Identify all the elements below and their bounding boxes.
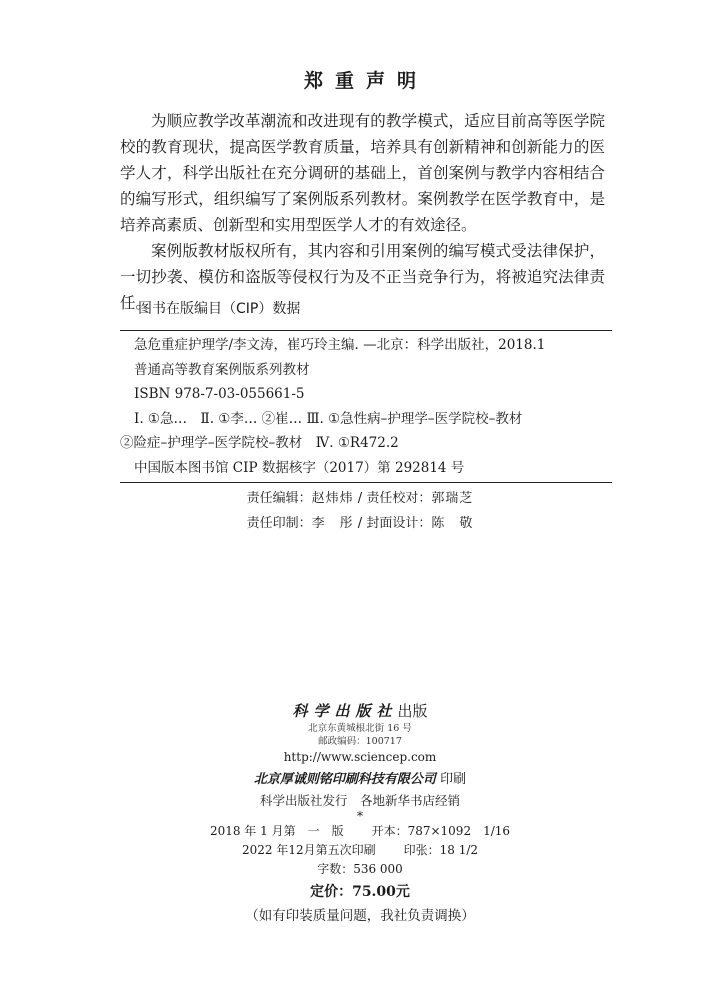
format: 开本：787×1092 1/16 — [371, 824, 511, 838]
cip-record — [120, 333, 620, 480]
distribution-line: 科学出版社发行 各地新华书店经销 — [259, 793, 460, 808]
edition-line — [0, 822, 720, 841]
word-count: 字数：536 000 — [317, 862, 403, 876]
print-label: 责任印制： — [246, 516, 312, 531]
separator: / — [353, 491, 367, 506]
staff-credits — [0, 486, 720, 536]
proof-label: 责任校对： — [366, 491, 432, 506]
cip-subject-line: ②险症–护理学–医学院校–教材 Ⅳ. ①R472.2 — [120, 435, 399, 451]
publisher-postcode: 邮政编码：100717 — [318, 736, 402, 747]
publisher-address: 北京东黄城根北街 16 号 — [308, 723, 412, 734]
separator: / — [353, 516, 367, 531]
printing: 2022 年12月第五次印刷 — [241, 843, 376, 857]
publisher-url: http://www.sciencep.com — [283, 750, 437, 764]
statement-title: 郑重声明 — [303, 70, 428, 92]
publisher-name: 科学出版社 — [292, 702, 398, 720]
cip-number-line: 中国版本图书馆 CIP 数据核字（2017）第 292814 号 — [134, 459, 465, 476]
cip-top-rule — [120, 330, 612, 331]
cip-subject-line: Ⅰ. ①急… Ⅱ. ①李… ②崔… Ⅲ. ①急性病–护理学–医学院校–教材 — [134, 410, 523, 427]
publisher-line — [0, 700, 720, 722]
cip-heading: 图书在版编目（CIP）数据 — [138, 301, 301, 317]
statement-paragraph: 为顺应教学改革潮流和改进现有的教学模式，适应目前高等医学院校的教育现状，提高医学教育质量，培养具有创新精神和创新能力的医学人才，科学出版社在充分调研的基础上，首创案例与教学内容相结合的编写形式，组织编写了案例版系列教材。案例教学在医学教育中，是培养高素质、创新型和实用型医学人才的有效途径。 — [120, 112, 605, 234]
cover-label: 封面设计： — [366, 516, 432, 531]
imprint-block — [0, 700, 720, 927]
printing-line — [0, 841, 720, 860]
statement-body — [120, 108, 605, 316]
printer-line — [0, 768, 720, 792]
printer-suffix: 印刷 — [440, 772, 467, 787]
price: 定价：75.00元 — [310, 884, 410, 900]
statement-paragraph: 案例版教材版权所有，其内容和引用案例的编写模式受法律保护，一切抄袭、模仿和盗版等侵权行为及不正当竞争行为，将被追究法律责任。 — [120, 242, 605, 312]
print-name: 李 彤 — [311, 516, 354, 531]
staff-line-editors — [0, 486, 720, 511]
cover-name: 陈 敬 — [431, 516, 474, 531]
editor-name: 赵炜炜 — [311, 491, 354, 506]
sheets: 印张：18 1/2 — [403, 843, 479, 857]
cip-isbn-line: ISBN 978-7-03-055661-5 — [134, 386, 305, 402]
editor-label: 责任编辑： — [246, 491, 312, 506]
publisher-suffix: 出版 — [397, 702, 428, 720]
staff-line-production — [0, 511, 720, 536]
proof-name: 郭瑞芝 — [431, 491, 474, 506]
cip-series-line: 普通高等教育案例版系列教材 — [134, 361, 310, 378]
cip-bottom-rule — [120, 482, 612, 483]
printer-name: 北京厚诚则铭印刷科技有限公司 — [253, 772, 436, 787]
cip-title-line: 急危重症护理学/李文涛，崔巧玲主编. —北京：科学出版社，2018.1 — [134, 337, 546, 353]
quality-notice: （如有印装质量问题，我社负责调换） — [245, 908, 475, 924]
star-divider: * — [357, 809, 363, 823]
edition: 2018 年 1 月第 一 版 — [209, 824, 344, 838]
